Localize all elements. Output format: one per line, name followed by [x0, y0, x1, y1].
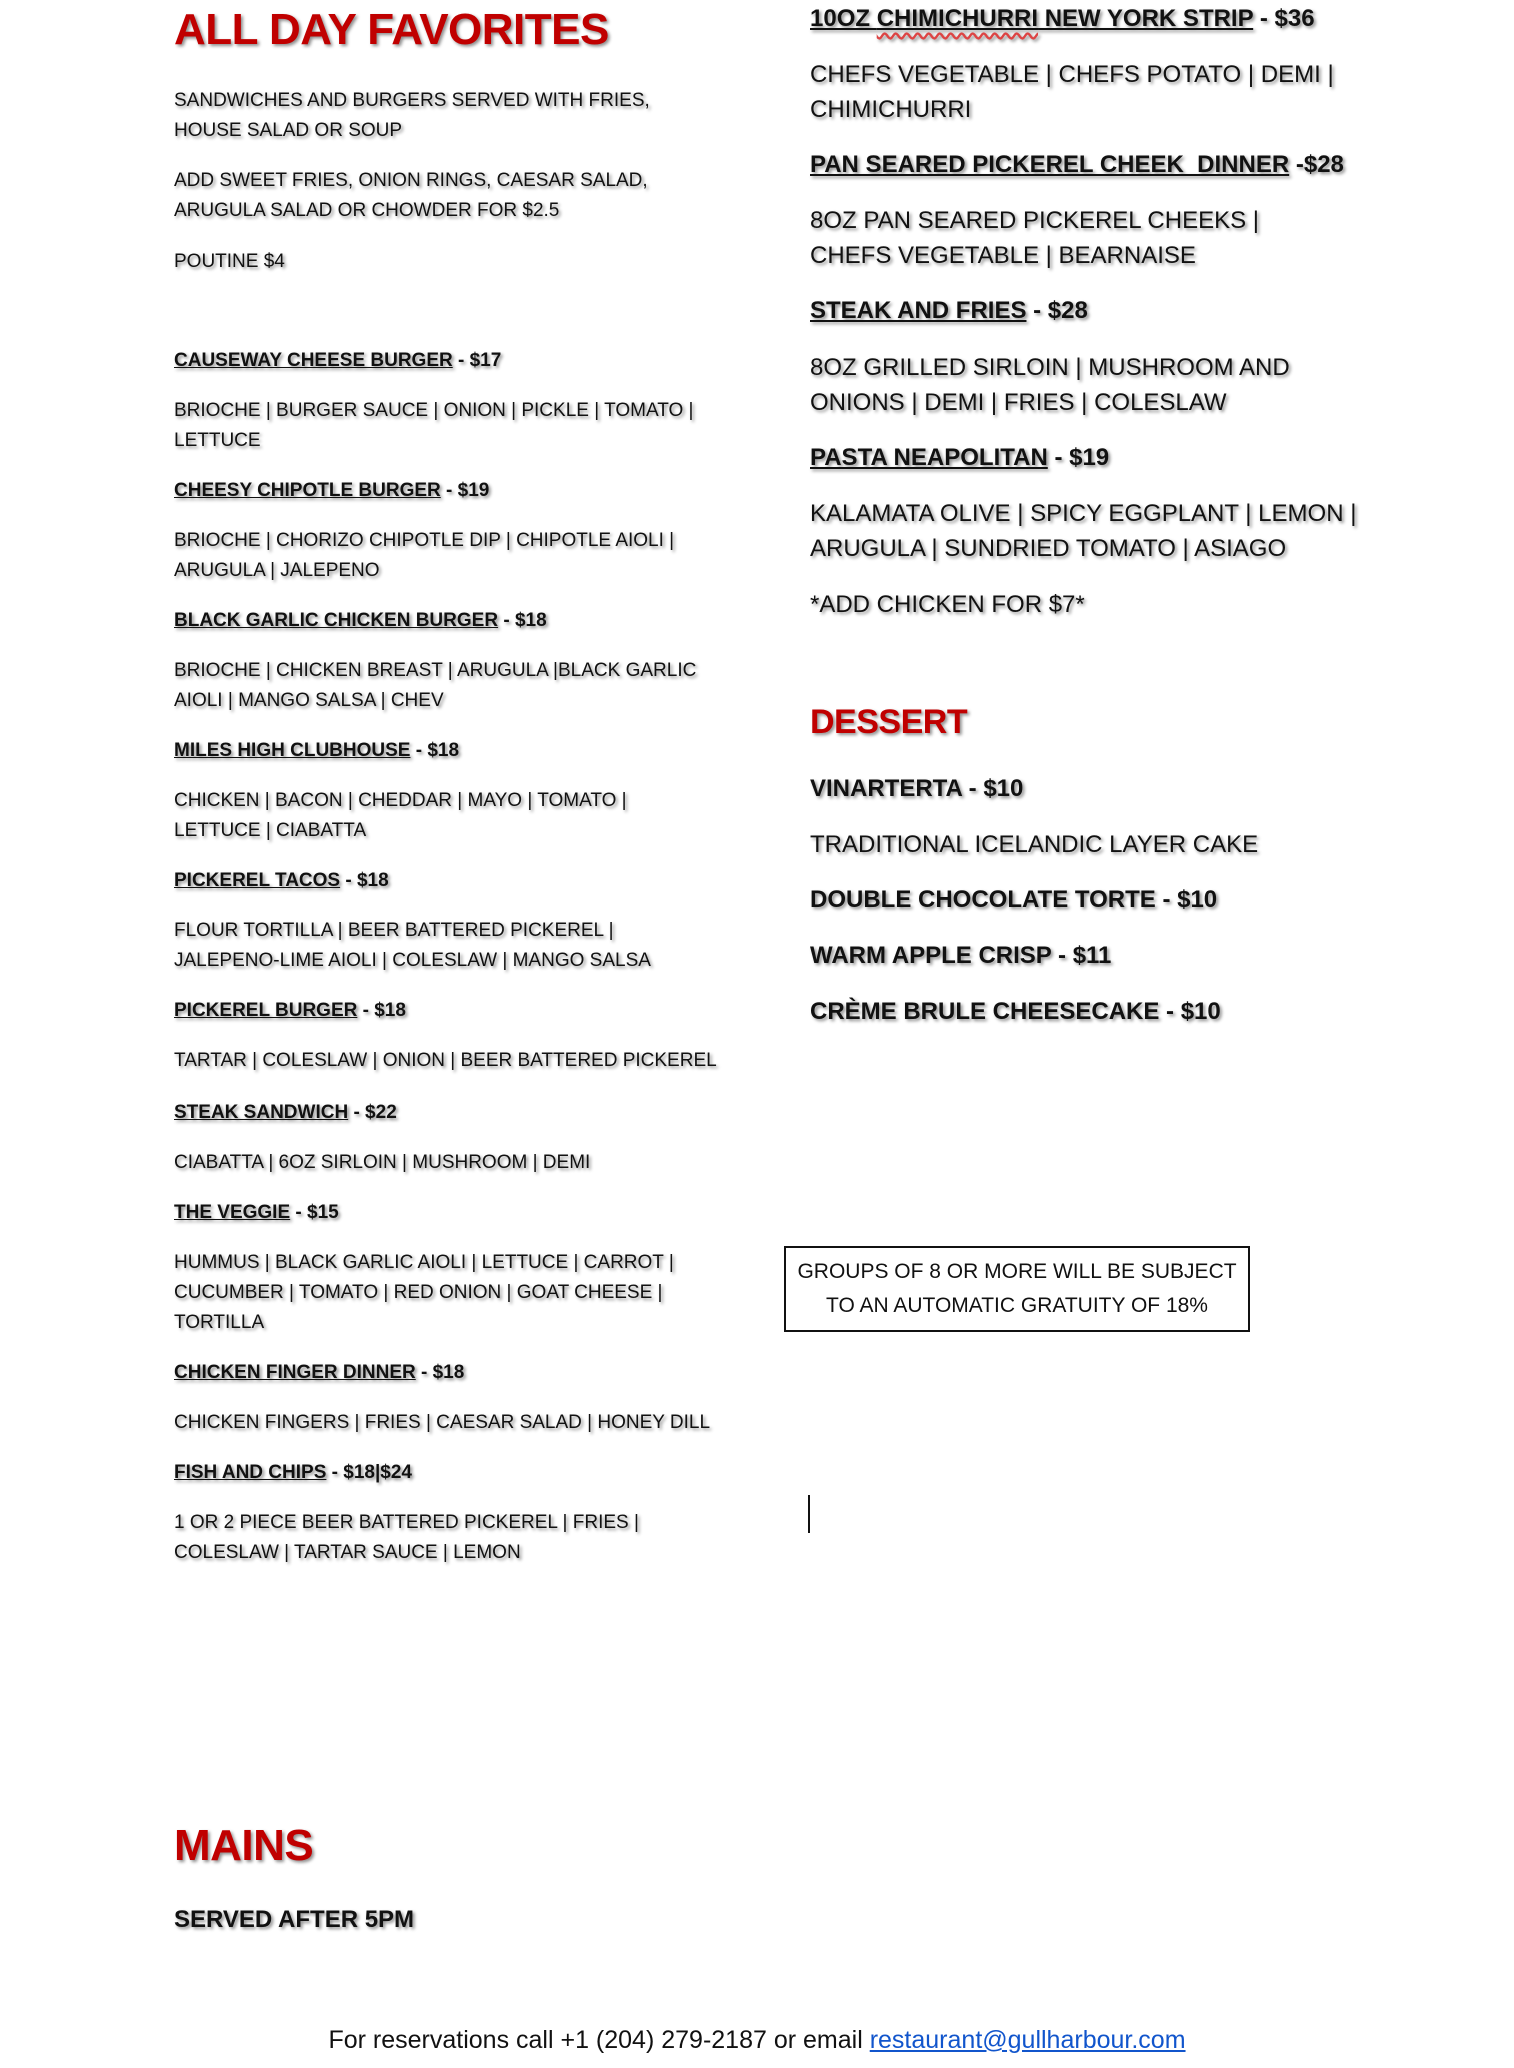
menu-item: [174, 736, 734, 766]
footer: [0, 2026, 1514, 2055]
item-name-part: NEW YORK STRIP: [1038, 5, 1254, 32]
item-price: - $17: [452, 350, 502, 371]
item-price: - $18|$24: [326, 1462, 412, 1483]
item-name: CHICKEN FINGER DINNER: [174, 1362, 416, 1383]
item-name: MILES HIGH CLUBHOUSE: [174, 740, 411, 761]
item-desc: BRIOCHE | CHICKEN BREAST | ARUGULA |BLACK GARLIC AIOLI | MANGO SALSA | CHEV: [174, 660, 697, 711]
item-name: STEAK SANDWICH: [174, 1102, 349, 1123]
dessert-item: VINARTERTA - $10: [810, 775, 1024, 802]
item-name: PAN SEARED PICKEREL CHEEK DINNER: [810, 151, 1290, 178]
all-day-heading: ALL DAY FAVORITES: [174, 5, 609, 54]
spellcheck-word: CHIMICHURRI: [876, 5, 1039, 32]
item-desc: CHICKEN | BACON | CHEDDAR | MAYO | TOMATO | LETTUCE | CIABATTA: [174, 790, 627, 841]
item-name: PICKEREL BURGER: [174, 1000, 358, 1021]
item-name: FISH AND CHIPS: [174, 1462, 327, 1483]
note-sides: SANDWICHES AND BURGERS SERVED WITH FRIES, HOUSE SALAD OR SOUP: [174, 90, 650, 141]
item-price: - $15: [290, 1202, 339, 1223]
item-name: CAUSEWAY CHEESE BURGER: [174, 350, 453, 371]
item-name: BLACK GARLIC CHICKEN BURGER: [174, 610, 499, 631]
item-price: - $19: [440, 480, 490, 501]
item-name: PASTA NEAPOLITAN: [810, 444, 1048, 471]
item-desc: TARTAR | COLESLAW | ONION | BEER BATTERED PICKEREL: [174, 1050, 717, 1071]
item-name: THE VEGGIE: [174, 1202, 291, 1223]
item-price: - $19: [1047, 444, 1110, 471]
addon-note: *ADD CHICKEN FOR $7*: [810, 591, 1085, 618]
dessert-heading: DESSERT: [810, 703, 968, 741]
menu-item: [174, 996, 734, 1026]
main-item-title: [810, 294, 1088, 328]
mains-heading: MAINS: [174, 1821, 314, 1870]
note-addons: ADD SWEET FRIES, ONION RINGS, CAESAR SALAD, ARUGULA SALAD OR CHOWDER FOR $2.5: [174, 170, 648, 221]
item-price: - $28: [1026, 297, 1088, 324]
menu-item: [174, 1198, 734, 1228]
gratuity-notice: GROUPS OF 8 OR MORE WILL BE SUBJECT TO AN AUTOMATIC GRATUITY OF 18%: [784, 1246, 1250, 1332]
item-price: - $22: [348, 1102, 397, 1123]
item-price: - $36: [1253, 5, 1315, 32]
mains-subheading: SERVED AFTER 5PM: [174, 1906, 415, 1933]
item-price: - $18: [498, 610, 547, 631]
menu-item: [174, 606, 734, 636]
item-desc: CHICKEN FINGERS | FRIES | CAESAR SALAD | HONEY DILL: [174, 1412, 711, 1433]
dessert-item: CRÈME BRULE CHEESECAKE - $10: [810, 998, 1221, 1025]
menu-item: [174, 1458, 734, 1488]
dessert-item: WARM APPLE CRISP - $11: [810, 942, 1112, 969]
footer-text: For reservations call +1 (204) 279-2187 or email: [328, 2026, 870, 2054]
item-desc: FLOUR TORTILLA | BEER BATTERED PICKEREL | JALEPENO-LIME AIOLI | COLESLAW | MANGO SALSA: [174, 920, 651, 971]
item-name: CHEESY CHIPOTLE BURGER: [174, 480, 441, 501]
item-desc: CHEFS VEGETABLE | CHEFS POTATO | DEMI | CHIMICHURRI: [810, 61, 1334, 123]
item-desc: HUMMUS | BLACK GARLIC AIOLI | LETTUCE | CARROT | CUCUMBER | TOMATO | RED ONION | GOAT CHEESE | TORTILLA: [174, 1252, 674, 1333]
item-desc: BRIOCHE | BURGER SAUCE | ONION | PICKLE | TOMATO | LETTUCE: [174, 400, 694, 451]
menu-item: [174, 476, 734, 506]
note-poutine: POUTINE $4: [174, 251, 285, 272]
dessert-desc: TRADITIONAL ICELANDIC LAYER CAKE: [810, 831, 1259, 858]
item-desc: BRIOCHE | CHORIZO CHIPOTLE DIP | CHIPOTLE AIOLI | ARUGULA | JALEPENO: [174, 530, 675, 581]
menu-item: [174, 346, 734, 376]
menu-item: [174, 1098, 734, 1128]
menu-item: [174, 1358, 734, 1388]
item-desc: 1 OR 2 PIECE BEER BATTERED PICKEREL | FRIES | COLESLAW | TARTAR SAUCE | LEMON: [174, 1512, 639, 1563]
text-cursor: [808, 1495, 810, 1533]
dessert-item: DOUBLE CHOCOLATE TORTE - $10: [810, 886, 1218, 913]
item-price: - $18: [340, 870, 389, 891]
item-name-part: 10OZ: [810, 5, 877, 32]
item-price: - $18: [357, 1000, 406, 1021]
main-item-title: [810, 148, 1344, 182]
email-link[interactable]: restaurant@gullharbour.com: [869, 2026, 1186, 2054]
item-desc: CIABATTA | 6OZ SIRLOIN | MUSHROOM | DEMI: [174, 1152, 591, 1173]
item-price: -$28: [1289, 151, 1344, 178]
item-price: - $18: [415, 1362, 465, 1383]
item-name: STEAK AND FRIES: [810, 297, 1027, 324]
item-desc: 8OZ GRILLED SIRLOIN | MUSHROOM AND ONIONS | DEMI | FRIES | COLESLAW: [810, 354, 1290, 416]
main-item-title: [810, 441, 1109, 475]
item-desc: KALAMATA OLIVE | SPICY EGGPLANT | LEMON | ARUGULA | SUNDRIED TOMATO | ASIAGO: [810, 500, 1357, 562]
item-desc: 8OZ PAN SEARED PICKEREL CHEEKS | CHEFS VEGETABLE | BEARNAISE: [810, 207, 1260, 269]
menu-item: [174, 866, 734, 896]
item-price: - $18: [410, 740, 460, 761]
main-item-title: [810, 2, 1315, 36]
item-name: PICKEREL TACOS: [174, 870, 341, 891]
